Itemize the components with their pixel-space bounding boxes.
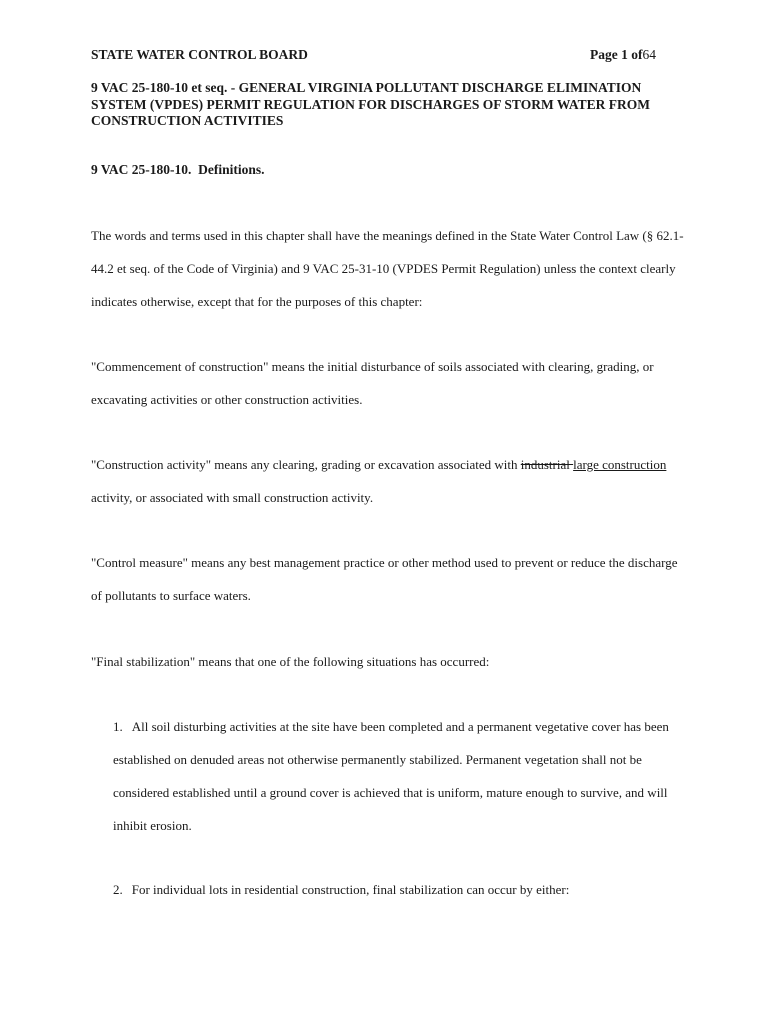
page-indicator <box>590 47 656 63</box>
list-item <box>113 710 691 842</box>
list-text: All soil disturbing activities at the site have been completed and a permanent vegetative cover has been established on denuded areas not otherwise permanently stabilized. Permanent vegetation shall not be considered established until a ground cover is achieved that is uniform, mature enough to survive, and will inhibit erosion. <box>113 719 669 833</box>
deleted-text: industrial <box>520 457 574 472</box>
definition-control-measure: "Control measure" means any best management practice or other method used to prevent or reduce the discharge of pollutants to surface waters. <box>91 555 678 603</box>
intro-paragraph: The words and terms used in this chapter shall have the meanings defined in the State Water Control Law (§ 62.1-44.2 et seq. of the Code of Virginia) and 9 VAC 25-31-10 (VPDES Permit Regulation) unless the context clearly indicates otherwise, except that for the purposes of this chapter: <box>91 228 684 309</box>
definition-commencement: "Commencement of construction" means the initial disturbance of soils associated with clearing, grading, or excavating activities or other construction activities. <box>91 359 654 407</box>
list-item <box>113 873 691 906</box>
definition-text: "Construction activity" means any clearing, grading or excavation associated with <box>91 457 521 472</box>
section-number: 9 VAC 25-180-10. <box>91 162 192 177</box>
header-agency: STATE WATER CONTROL BOARD <box>91 47 308 62</box>
section-name: Definitions. <box>198 162 265 177</box>
page-of-label: of <box>631 47 643 62</box>
page-label: Page 1 <box>590 47 628 62</box>
section-heading <box>91 162 265 178</box>
list-number: 2. <box>113 882 123 897</box>
definition-text-end: activity, or associated with small construction activity. <box>91 490 374 505</box>
inserted-text: large construction <box>573 457 667 472</box>
definition-construction-activity <box>91 448 691 514</box>
list-number: 1. <box>113 719 123 734</box>
definition-final-stabilization: "Final stabilization" means that one of the following situations has occurred: <box>91 654 490 669</box>
document-title: 9 VAC 25-180-10 et seq. - GENERAL VIRGINIA POLLUTANT DISCHARGE ELIMINATION SYSTEM (VPDES) PERMIT REGULATION FOR DISCHARGES OF STORM WATER FROM CONSTRUCTION ACTIVITIES <box>91 80 650 128</box>
list-text: For individual lots in residential construction, final stabilization can occur by either: <box>131 882 570 897</box>
page-total: 64 <box>642 47 656 62</box>
